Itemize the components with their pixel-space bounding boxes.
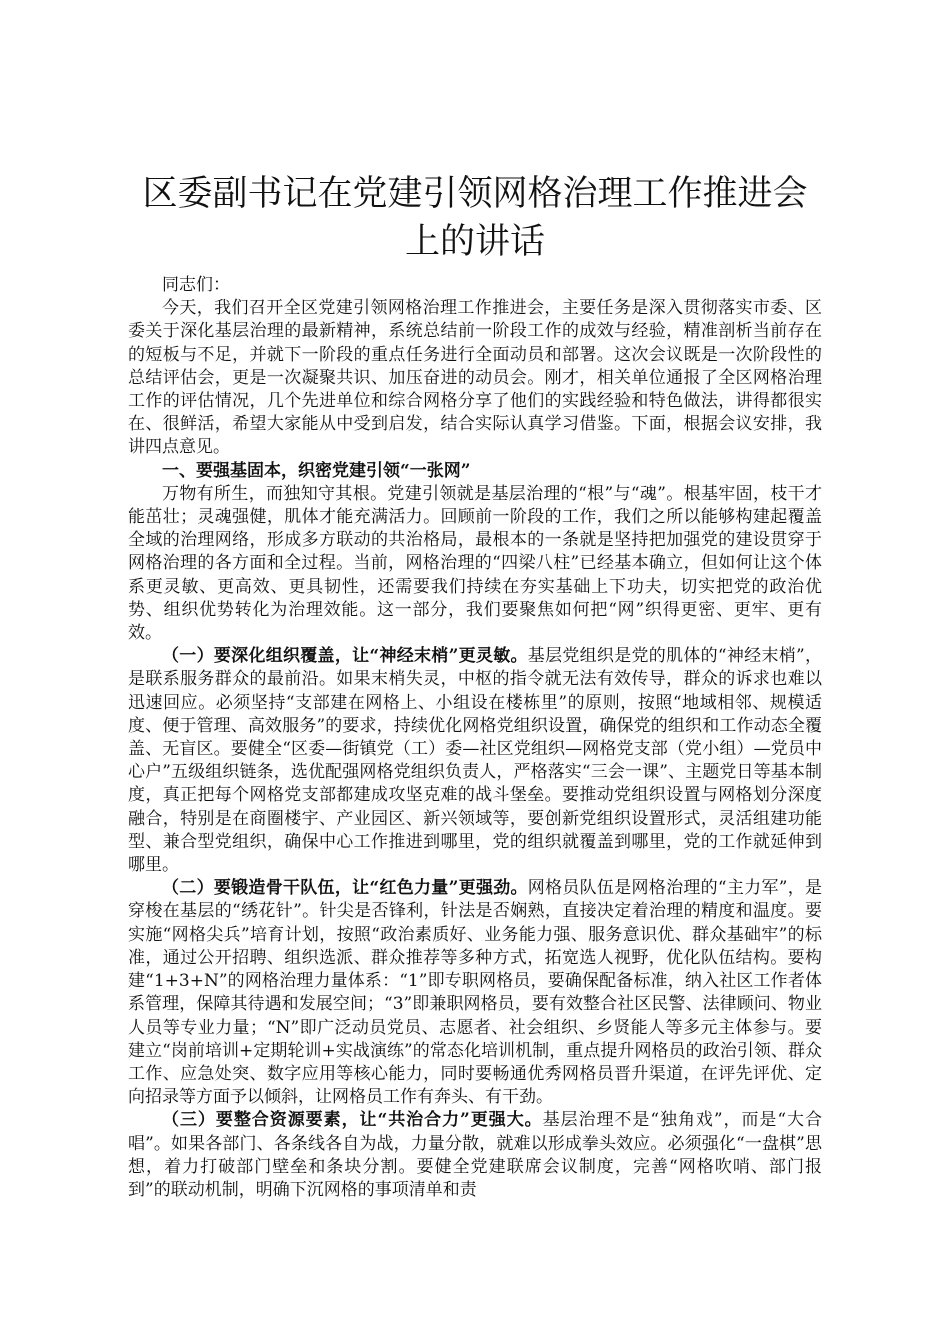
subsection-3-body: 基层治理不是“独角戏”，而是“大合唱”。如果各部门、各条线各自为战，力量分散，就难以形成拳头效应。必须强化“一盘棋”思想，着力打破部门壁垒和条块分割。要健全党建联席会议制度，完善“网格吹哨、部门报到”的联动机制，明确下沉网格的事项清单和责	[128, 1110, 822, 1200]
section-1-heading: 一、要强基固本，织密党建引领“一张网”	[162, 460, 471, 481]
subsection-3-heading: （三）要整合资源要素，让“共治合力”更强大。	[162, 1110, 543, 1131]
document-title: 区委副书记在党建引领网格治理工作推进会上的讲话	[142, 174, 808, 262]
subsection-1-heading: （一）要深化组织覆盖，让“神经末梢”更灵敏。	[162, 646, 528, 667]
subsection-1-paragraph	[128, 645, 822, 877]
salutation: 同志们：	[162, 275, 230, 295]
subsection-1-body: 基层党组织是党的肌体的“神经末梢”，是联系服务群众的最前沿。如果末梢失灵，中枢的指令就无法有效传导，群众的诉求也难以迅速回应。必须坚持“支部建在网格上、小组设在楼栋里”的原则，按照“地域相邻、规模适度、便于管理、高效服务”的要求，持续优化网格党组织设置，确保党的组织和工作动态全覆盖、无盲区。要健全“区委—街镇党（工）委—社区党组织—网格党支部（党小组）—党员中心户”五级组织链条，选优配强网格党组织负责人，严格落实“三会一课”、主题党日等基本制度，真正把每个网格党支部都建成攻坚克难的战斗堡垒。要推动党组织设置与网格划分深度融合，特别是在商圈楼宇、产业园区、新兴领域等，要创新党组织设置形式，灵活组建功能型、兼合型党组织，确保中心工作推进到哪里，党的组织就覆盖到哪里，党的工作就延伸到哪里。	[128, 646, 822, 876]
subsection-3-paragraph	[128, 1109, 822, 1202]
subsection-2-paragraph	[128, 877, 822, 1109]
subsection-2-body: 网格员队伍是网格治理的“主力军”，是穿梭在基层的“绣花针”。针尖是否锋利，针法是否娴熟，直接决定着治理的精度和温度。要实施“网格尖兵”培育计划，按照“政治素质好、业务能力强、服务意识优、群众基础牢”的标准，通过公开招聘、组织选派、群众推荐等多种方式，拓宽选人视野，优化队伍结构。要构建“1+3+N”的网格治理力量体系：“1”即专职网格员，要确保配备标准，纳入社区工作者体系管理，保障其待遇和发展空间；“3”即兼职网格员，要有效整合社区民警、法律顾问、物业人员等专业力量；“N”即广泛动员党员、志愿者、社会组织、乡贤能人等多元主体参与。要建立“岗前培训+定期轮训+实战演练”的常态化培训机制，重点提升网格员的政治引领、群众工作、应急处突、数字应用等核心能力，同时要畅通优秀网格员晋升渠道，在评先评优、定向招录等方面予以倾斜，让网格员工作有奔头、有干劲。	[128, 878, 822, 1108]
intro-paragraph: 今天，我们召开全区党建引领网格治理工作推进会，主要任务是深入贯彻落实市委、区委关于深化基层治理的最新精神，系统总结前一阶段工作的成效与经验，精准剖析当前存在的短板与不足，并就下一阶段的重点任务进行全面动员和部署。这次会议既是一次阶段性的总结评估会，更是一次凝聚共识、加压奋进的动员会。刚才，相关单位通报了全区网格治理工作的评估情况，几个先进单位和综合网格分享了他们的实践经验和特色做法，讲得都很实在、很鲜活，希望大家能从中受到启发，结合实际认真学习借鉴。下面，根据会议安排，我讲四点意见。	[128, 298, 822, 458]
subsection-2-heading: （二）要锻造骨干队伍，让“红色力量”更强劲。	[162, 878, 528, 899]
document-page	[128, 170, 822, 1202]
section-1-paragraph: 万物有所生，而独知守其根。党建引领就是基层治理的“根”与“魂”。根基牢固，枝干才能茁壮；灵魂强健，肌体才能充满活力。回顾前一阶段的工作，我们之所以能够构建起覆盖全域的治理网络，形成多方联动的共治格局，最根本的一条就是坚持把加强党的建设贯穿于网格治理的各方面和全过程。当前，网格治理的“四梁八柱”已经基本确立，但如何让这个体系更灵敏、更高效、更具韧性，还需要我们持续在夯实基础上下功夫，切实把党的政治优势、组织优势转化为治理效能。这一部分，我们要聚焦如何把“网”织得更密、更牢、更有效。	[128, 483, 822, 644]
